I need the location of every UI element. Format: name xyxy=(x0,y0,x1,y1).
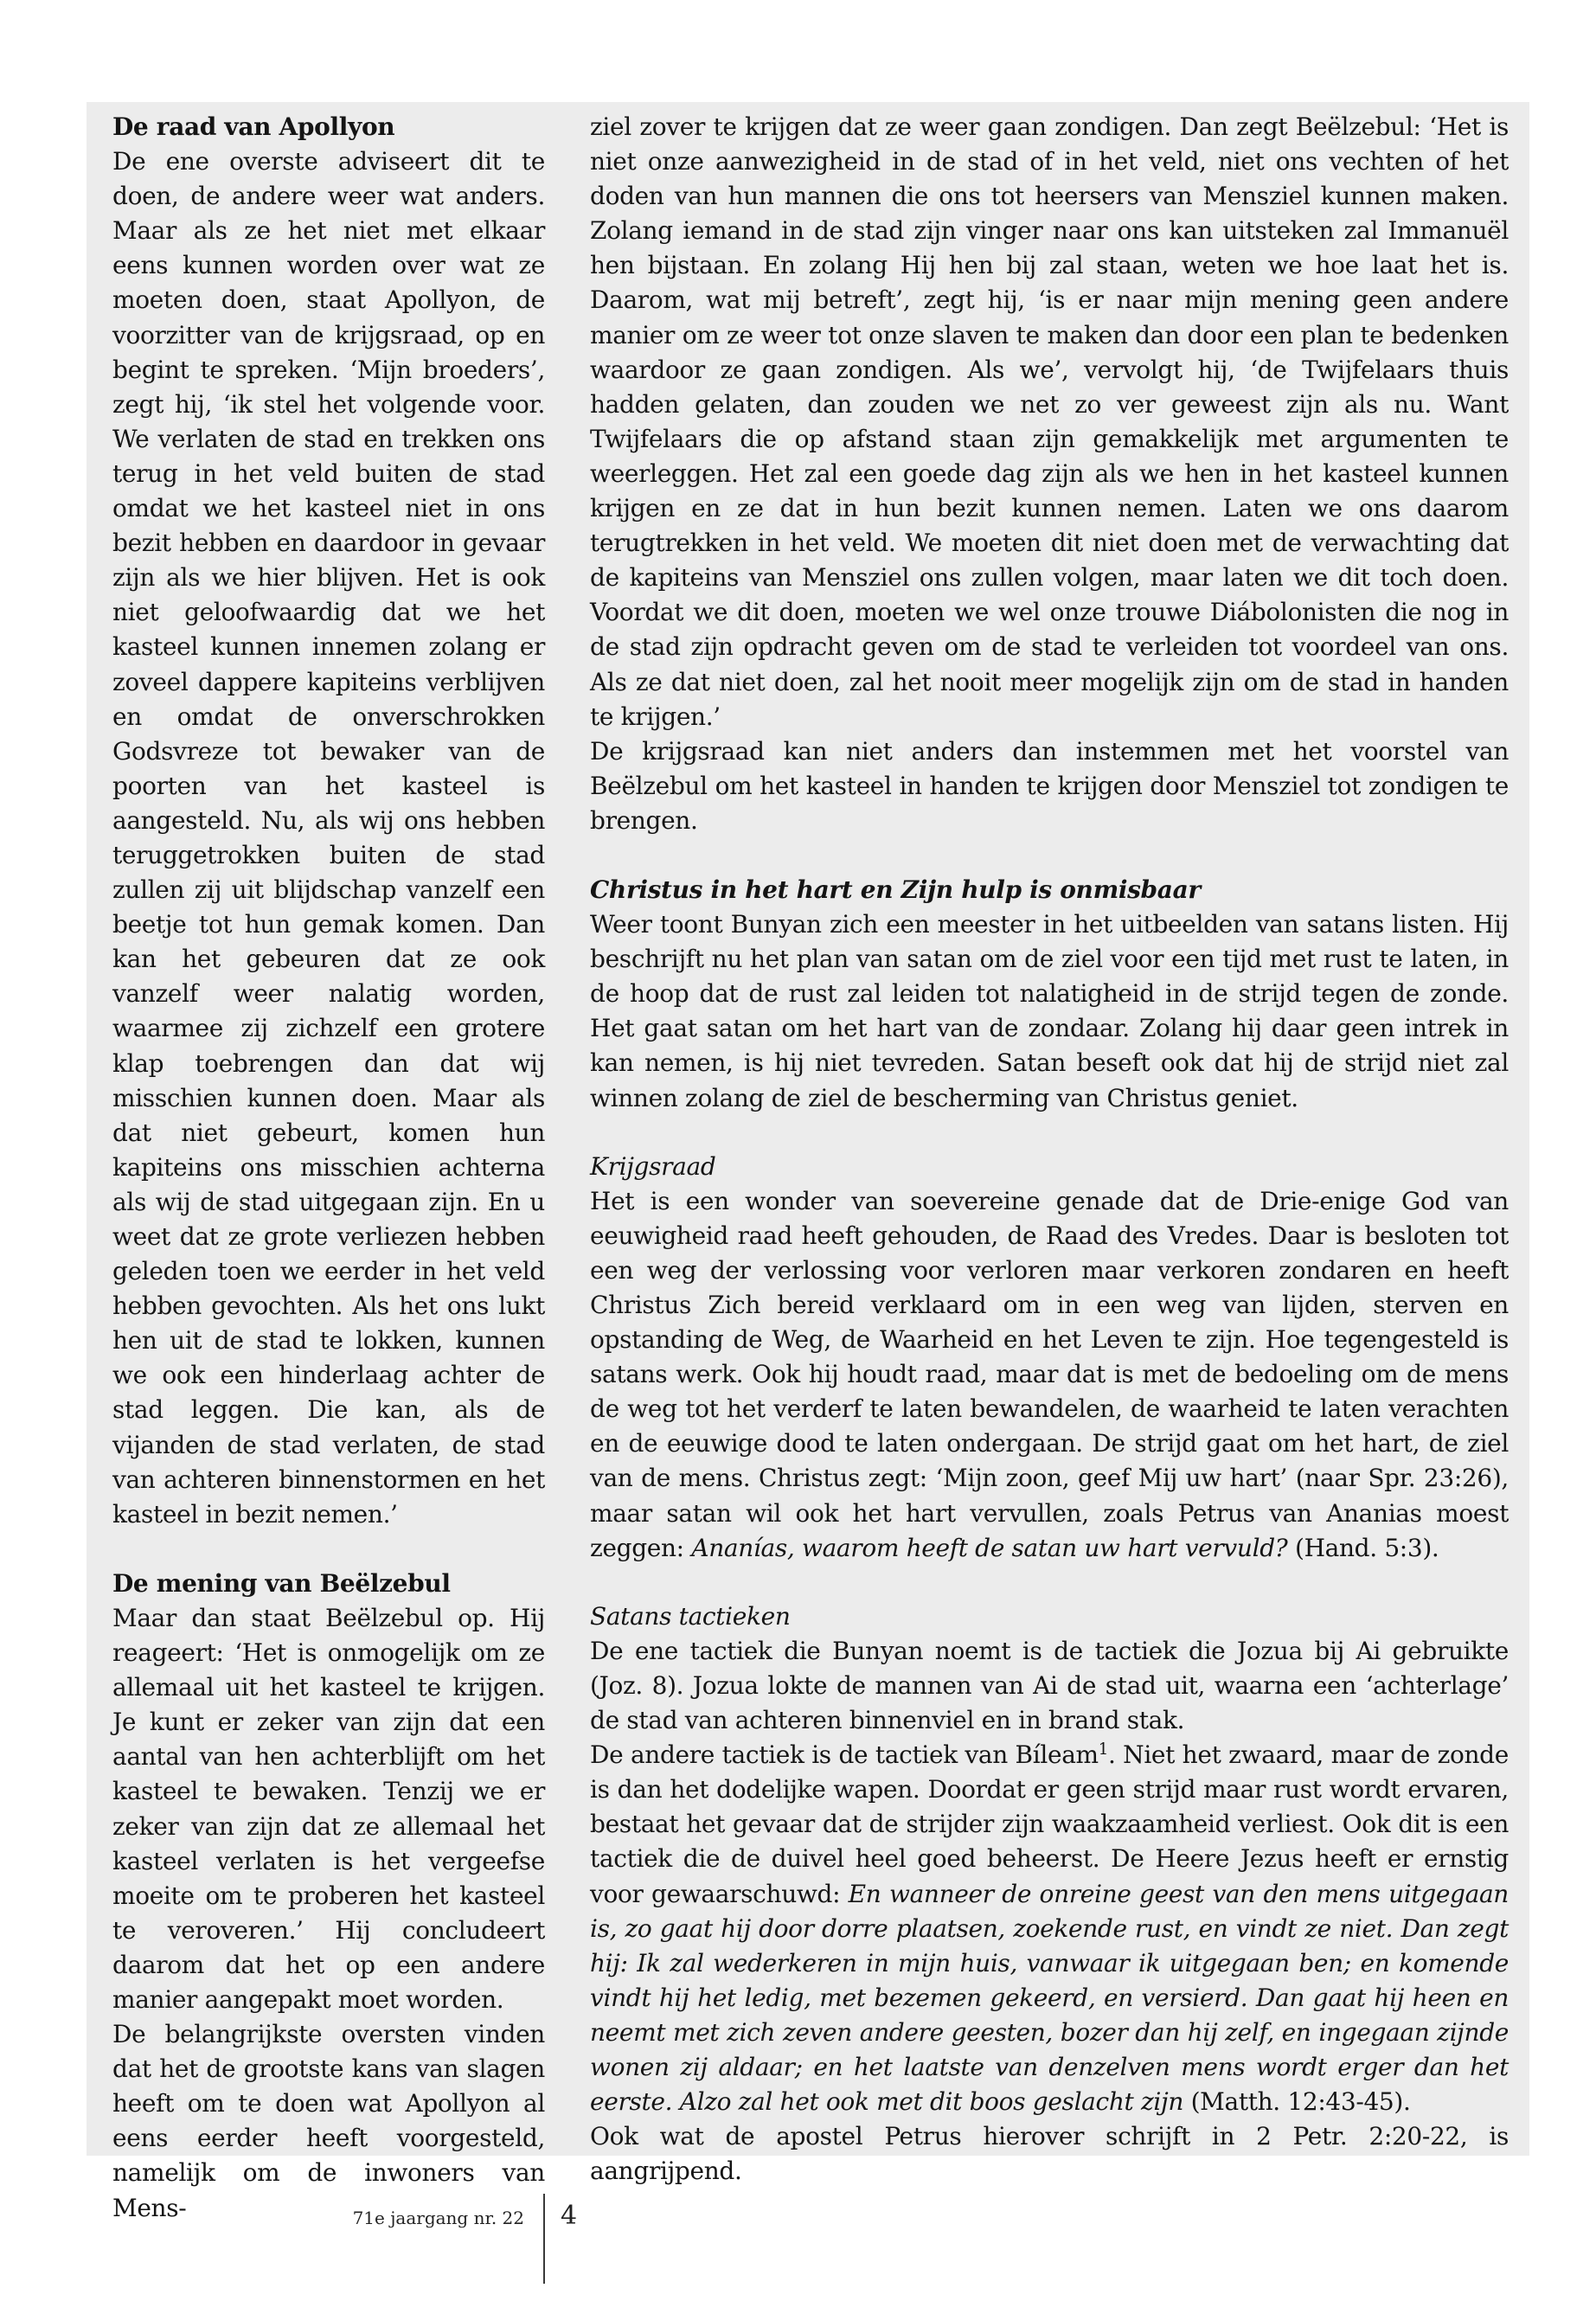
paragraph xyxy=(590,1738,1509,2119)
paragraph: De ene overste adviseert dit te doen, de andere weer wat anders. Maar als ze het niet met elkaar eens kunnen worden over wat ze moeten doen, staat Apollyon, de voorzitter van de krijgsraad, op en begint te spreken. ‘Mijn broeders’, zegt hij, ‘ik stel het volgende voor. We verlaten de stad en trekken ons terug in het veld buiten de stad omdat we het kasteel niet in ons bezit hebben en daardoor in gevaar zijn als we hier blijven. Het is ook niet geloofwaardig dat we het kasteel kunnen innemen zolang er zoveel dappere kapiteins verblijven en omdat de onverschrokken Godsvreze tot bewaker van de poorten van het kasteel is aangesteld. Nu, als wij ons hebben teruggetrokken buiten de stad zullen zij uit blijdschap vanzelf een beetje tot hun gemak komen. Dan kan het gebeuren dat ze ook vanzelf weer nalatig worden, waarmee zij zichzelf een grotere klap toebrengen dan dat wij misschien kunnen doen. Maar als dat niet gebeurt, komen hun kapiteins ons misschien achterna als wij de stad uitgegaan zijn. En u weet dat ze grote verliezen hebben geleden toen we eerder in het veld hebben gevochten. Als het ons lukt hen uit de stad te lokken, kunnen we ook een hinderlaag achter de stad leggen. Die kan, als de vijanden de stad verlaten, de stad van achteren binnenstormen en het kasteel in bezit nemen.’ xyxy=(112,147,545,1529)
paragraph: Maar dan staat Beëlzebul op. Hij reageert: ‘Het is onmogelijk om ze allemaal uit het kasteel te krijgen. Je kunt er zeker van zijn dat een aantal van hen achterblijft om het kasteel te bewaken. Tenzij we er zeker van zijn dat ze allemaal het kasteel verlaten is het vergeefse moeite om te proberen het kasteel te veroveren.’ Hij concludeert daarom dat het op een andere manier aangepakt moet worden. xyxy=(112,1603,545,2014)
paragraph xyxy=(590,1184,1509,1566)
paragraph: De belangrijkste oversten vinden dat het de grootste kans van slagen heeft om te doen wat Apollyon al eens eerder heeft voorgesteld, namelijk om de inwoners van Mens- xyxy=(112,2020,545,2222)
paragraph: De ene tactiek die Bunyan noemt is de tactiek die Jozua bij Ai gebruikte (Joz. 8). Jozua lokte de mannen van Ai de stad uit, waarna een ‘achterlage’ de stad van achteren binnenviel en in brand stak. xyxy=(590,1636,1509,1735)
scripture-reference: (Matth. 12:43-45). xyxy=(1190,2087,1411,2117)
right-column xyxy=(590,110,1509,2189)
paragraph: Weer toont Bunyan zich een meester in het uitbeelden van satans listen. Hij beschrijft nu het plan van satan om de ziel voor een tijd met rust te laten, in de hoop dat de rust zal leiden tot nalatigheid in de strijd tegen de zonde. Het gaat satan om het hart van de zondaar. Zolang hij daar geen intrek in kan nemen, is hij niet tevreden. Satan beseft ook dat hij de strijd niet zal winnen zolang de ziel de bescherming van Christus geniet. xyxy=(590,910,1509,1112)
subsection-heading: Satans tactieken xyxy=(590,1601,791,1631)
scripture-quote: En wanneer de onreine geest van den mens uitgegaan is, zo gaat hij door dorre plaatsen, zoekende rust, en vindt ze niet. Dan zegt hij: Ik zal wederkeren in mijn huis, vanwaar ik uitgegaan ben; en komende vindt hij het ledig, met bezemen gekeerd, en versierd. Dan gaat hij heen en neemt met zich zeven andere geesten, bozer dan hij zelf, en ingegaan zijnde wonen zij aldaar; en het laatste van denzelven mens wordt erger dan het eerste. Alzo zal het ook met dit boos geslacht zijn xyxy=(590,1879,1509,2117)
paragraph: De krijgsraad kan niet anders dan instemmen met het voorstel van Beëlzebul om het kasteel in handen te krijgen door Mensziel tot zondigen te brengen. xyxy=(590,736,1509,835)
scripture-quote: Ananías, waarom heeft de satan uw hart vervuld? xyxy=(691,1533,1288,1562)
paragraph: Ook wat de apostel Petrus hierover schrijft in 2 Petr. 2:20-22, is aangrijpend. xyxy=(590,2122,1509,2186)
section-heading: De raad van Apollyon xyxy=(112,112,395,141)
footer-divider xyxy=(543,2194,545,2284)
footnote-marker: 1 xyxy=(1098,1740,1108,1759)
section-heading: Christus in het hart en Zijn hulp is onmisbaar xyxy=(590,875,1201,904)
journal-issue: 71e jaargang nr. 22 xyxy=(352,2208,524,2228)
paragraph-text: De andere tactiek is de tactiek van Bíleam xyxy=(590,1740,1099,1770)
section-heading: De mening van Beëlzebul xyxy=(112,1568,451,1598)
left-column xyxy=(112,110,545,2226)
page-number: 4 xyxy=(561,2201,578,2231)
paragraph-text: Het is een wonder van soevereine genade dat de Drie-enige God van eeuwigheid raad heeft gehouden, de Raad des Vredes. Daar is besloten tot een weg der verlossing voor verloren maar verkoren zondaren en heeft Christus Zich bereid verklaard om in een weg van lijden, sterven en opstanding de Weg, de Waarheid en het Leven te zijn. Hoe tegengesteld is satans werk. Ook hij houdt raad, maar dat is met de bedoeling om de mens de weg tot het verderf te laten bewandelen, de waarheid te laten verachten en de eeuwige dood te laten ondergaan. De strijd gaat om het hart, de ziel van de mens. Christus zegt: ‘Mijn zoon, geef Mij uw hart’ (naar Spr. 23:26), maar satan wil ook het hart vervullen, zoals Petrus van Ananias moest zeggen: xyxy=(590,1186,1509,1562)
scripture-reference: (Hand. 5:3). xyxy=(1295,1533,1439,1562)
paragraph-text: . Niet het zwaard, maar de zonde is dan het dodelijke wapen. Doordat er geen strijd maar rust wordt ervaren, bestaat het gevaar dat de strijder zijn waakzaamheid verliest. Ook dit is een tactiek die de duivel heel goed beheerst. De Heere Jezus heeft er ernstig voor gewaarschuwd: xyxy=(590,1740,1509,1908)
paragraph: ziel zover te krijgen dat ze weer gaan zondigen. Dan zegt Beëlzebul: ‘Het is niet onze aanwezigheid in de stad of in het veld, niet ons vechten of het doden van hun mannen die ons tot heersers van Mensziel kunnen maken. Zolang iemand in de stad zijn vinger naar ons kan uitsteken zal Immanuël hen bijstaan. En zolang Hij hen bij zal staan, weten we hoe laat het is. Daarom, wat mij betreft’, zegt hij, ‘is er naar mijn mening geen andere manier om ze weer tot onze slaven te maken dan door een plan te bedenken waardoor ze gaan zondigen. Als we’, vervolgt hij, ‘de Twijfelaars thuis hadden gelaten, dan zouden we net zo ver geweest zijn als nu. Want Twijfelaars die op afstand staan zijn gemakkelijk met argumenten te weerleggen. Het zal een goede dag zijn als we hen in het kasteel kunnen krijgen en ze dat in hun bezit kunnen nemen. Laten we ons daarom terugtrekken in het veld. We moeten dit niet doen met de verwachting dat de kapiteins van Mensziel ons zullen volgen, maar laten we dit toch doen. Voordat we dit doen, moeten we wel onze trouwe Diábolonisten die nog in de stad zijn opdracht geven om de stad te verleiden tot voordeel van ons. Als ze dat niet doen, zal het nooit meer mogelijk zijn om de stad in handen te krijgen.’ xyxy=(590,112,1509,731)
subsection-heading: Krijgsraad xyxy=(590,1151,716,1181)
